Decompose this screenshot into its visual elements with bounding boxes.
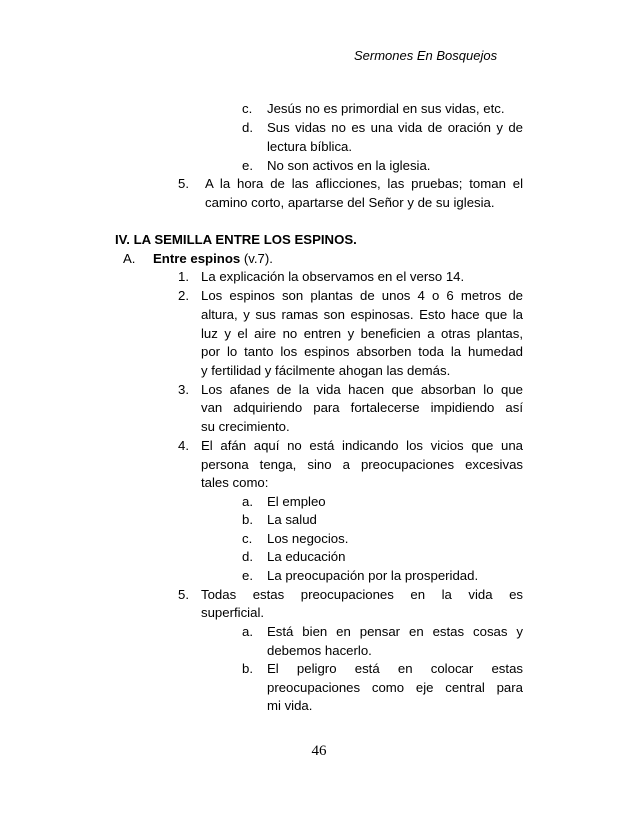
section-heading: IV. LA SEMILLA ENTRE LOS ESPINOS.	[115, 232, 357, 247]
list-item-text: La preocupación por la prosperidad.	[267, 568, 479, 583]
list-item-text: La explicación la observamos en el verso 14.	[201, 269, 465, 284]
list-item-text: Los espinos son plantas de unos 4 o 6 metros de	[201, 288, 523, 303]
list-item-text: Los negocios.	[267, 531, 349, 546]
list-marker: 3.	[178, 382, 189, 397]
list-item-text: A la hora de las aflicciones, las pruebas; toman el	[205, 176, 523, 191]
list-marker: a.	[242, 494, 253, 509]
subsection-marker: A.	[123, 251, 136, 266]
list-item-text: por lo tanto los espinos absorben toda la humedad	[201, 344, 523, 359]
list-item-text: van adquiriendo para fortalecerse impidiendo así	[201, 400, 523, 415]
list-item-text: lectura bíblica.	[267, 139, 353, 154]
list-item-text: El empleo	[267, 494, 326, 509]
list-item-text: Jesús no es primordial en sus vidas, etc.	[267, 101, 505, 116]
list-item-text: El afán aquí no está indicando los vicios que una	[201, 438, 523, 453]
list-item-text: y fertilidad y fácilmente ahogan las demás.	[201, 363, 451, 378]
list-item-text: luz y el aire no entren y beneficien a otras plantas,	[201, 326, 523, 341]
list-item-text: Los afanes de la vida hacen que absorban lo que	[201, 382, 523, 397]
subsection-title-bold: Entre espinos	[153, 251, 241, 266]
list-item-text: persona tenga, sino a preocupaciones excesivas	[201, 457, 523, 472]
list-item-text: altura, y sus ramas son espinosas. Esto hace que la	[201, 307, 523, 322]
list-marker: b.	[242, 512, 253, 527]
list-marker: 2.	[178, 288, 189, 303]
list-item-text: mi vida.	[267, 698, 313, 713]
list-marker: a.	[242, 624, 253, 639]
list-item-text: Sus vidas no es una vida de oración y de	[267, 120, 523, 135]
list-marker: b.	[242, 661, 253, 676]
list-marker: c.	[242, 101, 253, 116]
list-item-text: El peligro está en colocar estas	[267, 661, 523, 676]
list-item-text: La educación	[267, 549, 346, 564]
list-marker: 5.	[178, 176, 189, 191]
list-marker: e.	[242, 158, 253, 173]
list-item-text: tales como:	[201, 475, 269, 490]
list-marker: 5.	[178, 587, 189, 602]
list-item-text: debemos hacerlo.	[267, 643, 372, 658]
list-marker: d.	[242, 120, 253, 135]
page-number: 46	[311, 743, 327, 759]
list-item-text: camino corto, apartarse del Señor y de su iglesia.	[205, 195, 495, 210]
list-item-text: No son activos en la iglesia.	[267, 158, 431, 173]
subsection-title	[153, 250, 273, 268]
list-item-text: Todas estas preocupaciones en la vida es	[201, 587, 523, 602]
list-item-text: superficial.	[201, 605, 265, 620]
list-marker: d.	[242, 549, 253, 564]
list-item-text: Está bien en pensar en estas cosas y	[267, 624, 523, 639]
list-item-text: su crecimiento.	[201, 419, 290, 434]
list-marker: 4.	[178, 438, 189, 453]
list-item-text: preocupaciones como eje central para	[267, 680, 523, 695]
list-marker: 1.	[178, 269, 189, 284]
subsection-title-ref: (v.7).	[240, 251, 273, 266]
list-marker: c.	[242, 531, 253, 546]
list-marker: e.	[242, 568, 253, 583]
running-header: Sermones En Bosquejos	[354, 48, 498, 63]
list-item-text: La salud	[267, 512, 317, 527]
